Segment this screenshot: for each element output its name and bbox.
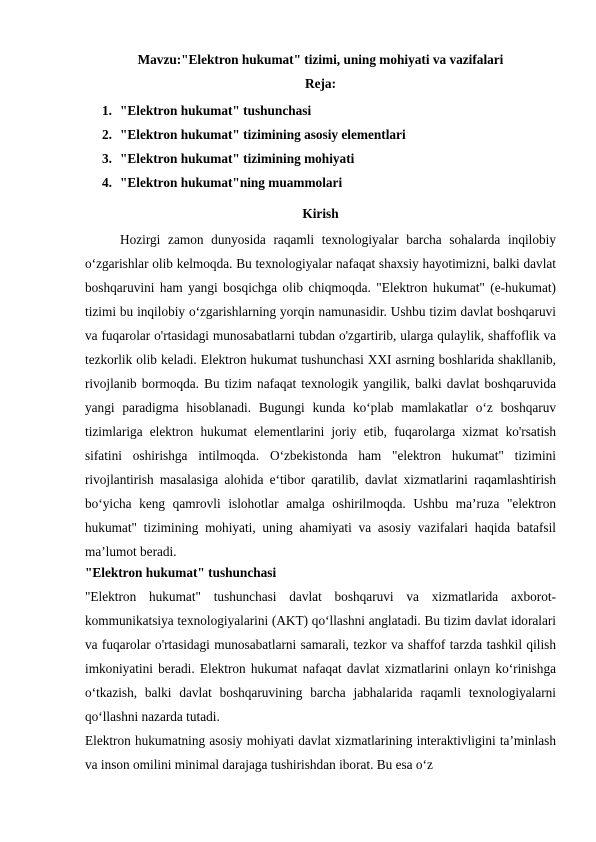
plan-item-text: "Elektron hukumat" tushunchasi <box>120 103 312 118</box>
plan-item <box>102 147 406 171</box>
plan-item-text: "Elektron hukumat" tizimining asosiy elementlari <box>120 127 406 142</box>
intro-heading: Kirish <box>302 206 339 221</box>
section-heading: "Elektron hukumat" tushunchasi <box>85 565 277 580</box>
section-paragraph: Elektron hukumatning asosiy mohiyati davlat xizmatlarining interaktivligini ta’minlash va inson omilini minimal darajaga tushirishdan iborat. Bu esa o‘z <box>85 733 556 772</box>
plan-item-number: 3. <box>102 151 112 166</box>
plan-list <box>102 99 406 195</box>
plan-item <box>102 99 406 123</box>
plan-item-number: 1. <box>102 103 112 118</box>
plan-item-number: 4. <box>102 175 112 190</box>
plan-item <box>102 171 406 195</box>
plan-item <box>102 123 406 147</box>
plan-heading: Reja: <box>304 76 336 91</box>
plan-item-number: 2. <box>102 127 112 142</box>
plan-item-text: "Elektron hukumat" tizimining mohiyati <box>120 151 355 166</box>
intro-paragraph: Hozirgi zamon dunyosida raqamli texnologiyalar barcha sohalarda inqilobiy o‘zgarishlar olib kelmoqda. Bu texnologiyalar nafaqat shaxsiy hayotimizni, balki davlat boshqaruvini ham yangi bosqichga olib chiqmoqda. "Elektron hukumat" (e-hukumat) tizimi bu inqilobiy o‘zgarishlarning yorqin namunasidir. Ushbu tizim davlat boshqaruvi va fuqarolar o'rtasidagi munosabatlarni tubdan o'zgartirib, ularga qulaylik, shaffoflik va tezkorlik olib keladi. Elektron hukumat tushunchasi XXI asrning boshlarida shakllanib, rivojlanib bormoqda. Bu tizim nafaqat texnologik yangilik, balki davlat boshqaruvida yangi paradigma hisoblanadi. Bugungi kunda ko‘plab mamlakatlar o‘z boshqaruv tizimlariga elektron hukumat elementlarini joriy etib, fuqarolarga xizmat ko'rsatish sifatini oshirishga intilmoqda. O‘zbekistonda ham "elektron hukumat" tizimini rivojlantirish masalasiga alohida e‘tibor qaratilib, davlat xizmatlarini raqamlashtirish bo‘yicha keng qamrovli islohotlar amalga oshirilmoqda. Ushbu ma’ruza "elektron hukumat" tizimining mohiyati, uning ahamiyati va asosiy vazifalari haqida batafsil ma’lumot beradi. <box>85 232 556 559</box>
plan-item-text: "Elektron hukumat"ning muammolari <box>120 175 343 190</box>
document-title: Mavzu:"Elektron hukumat" tizimi, uning mohiyati va vazifalari <box>137 52 504 67</box>
section-paragraph: "Elektron hukumat" tushunchasi davlat boshqaruvi va xizmatlarida axborot-kommunikatsiya texnologiyalarini (AKT) qo‘llashni anglatadi. Bu tizim davlat idoralari va fuqarolar o'rtasidagi munosabatlarni samarali, tezkor va shaffof tarzda tashkil qilish imkoniyatini beradi. Elektron hukumat nafaqat davlat xizmatlarini onlayn ko‘rinishga o‘tkazish, balki davlat boshqaruvining barcha jabhalarida raqamli texnologiyalarni qo‘llashni nazarda tutadi. <box>85 589 556 724</box>
